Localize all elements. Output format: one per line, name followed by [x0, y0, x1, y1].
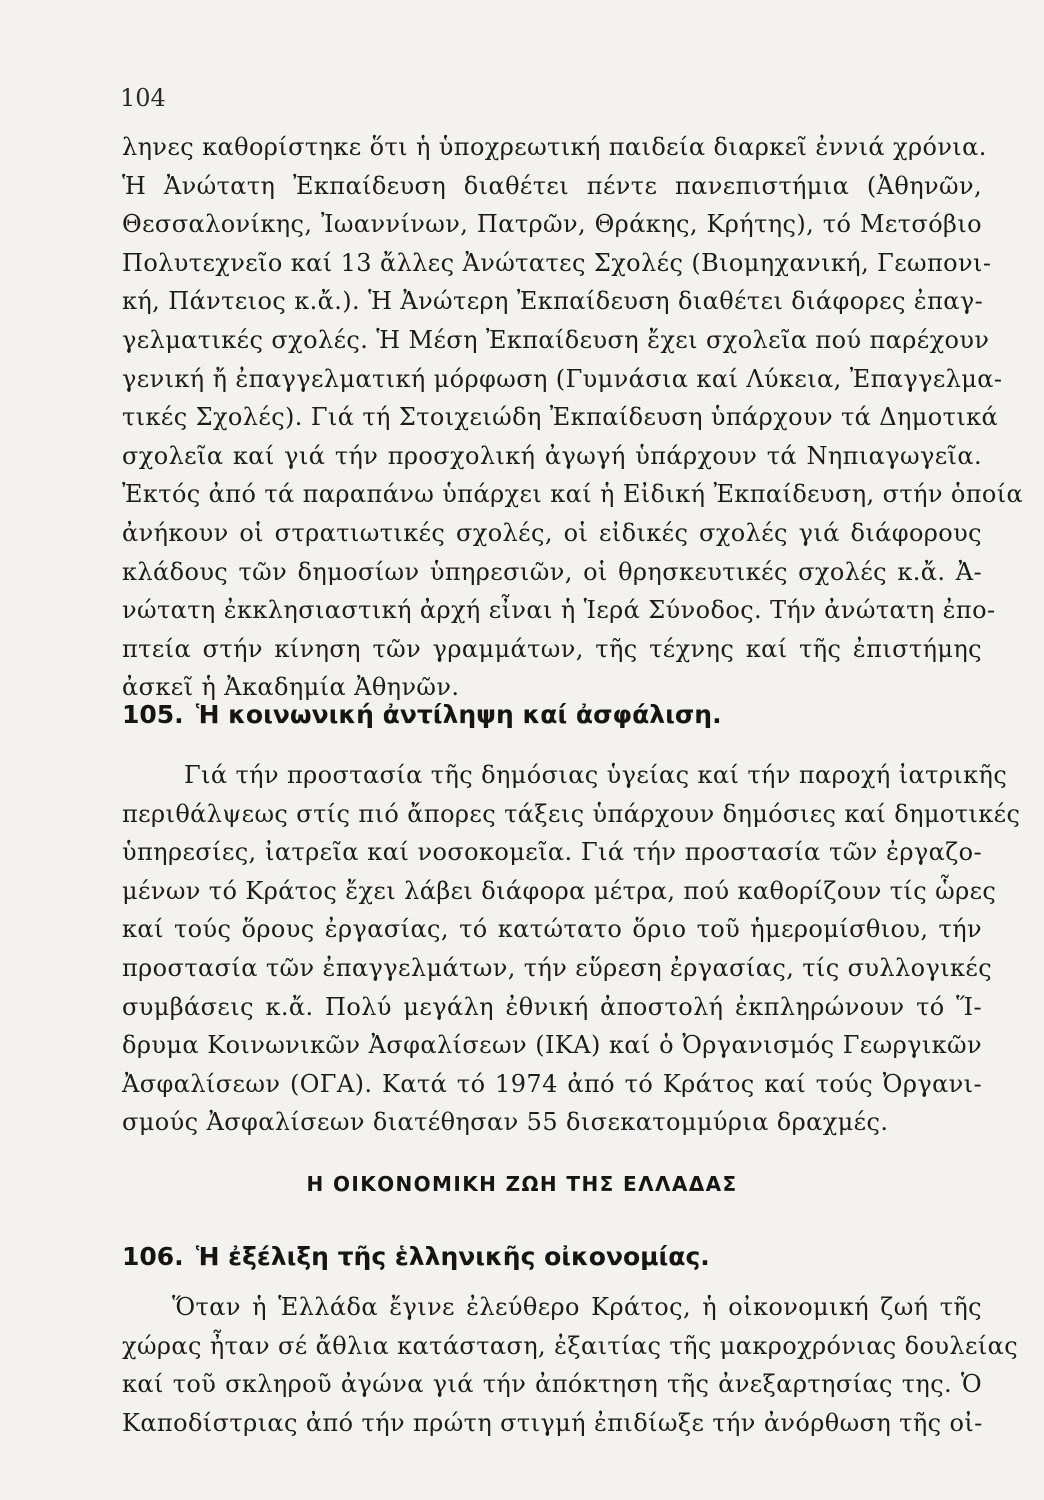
text-line: συμβάσεις κ.ἄ. Πολύ μεγάλη ἐθνική ἀποστολή ἐκπληρώνουν τό Ἵ- — [122, 992, 982, 1021]
text-line: σχολεῖα καί γιά τήν προσχολική ἀγωγή ὑπάρχουν τά Νηπιαγωγεῖα. — [122, 441, 982, 470]
section-heading-text: Ἡ κοινωνική ἀντίληψη καί ἀσφάλιση. — [195, 700, 722, 729]
text-line: τικές Σχολές). Γιά τή Στοιχειώδη Ἐκπαίδευση ὑπάρχουν τά Δημοτικά — [122, 403, 999, 432]
text-line: νώτατη ἐκκλησιαστική ἀρχή εἶναι ἡ Ἱερά Σύνοδος. Τήν ἀνώτατη ἐπο- — [122, 596, 996, 625]
text-line: σμούς Ἀσφαλίσεων διατέθησαν 55 δισεκατομμύρια δραχμές. — [122, 1108, 889, 1137]
text-line: ὑπηρεσίες, ἰατρεῖα καί νοσοκομεῖα. Γιά τήν προστασία τῶν ἐργαζο- — [122, 838, 982, 867]
text-line: κλάδους τῶν δημοσίων ὑπηρεσιῶν, οἱ θρησκευτικές σχολές κ.ἄ. Ἀ- — [122, 557, 982, 586]
text-line: Πολυτεχνεῖο καί 13 ἄλλες Ἀνώτατες Σχολές (Βιομηχανική, Γεωπονι- — [122, 248, 992, 277]
text-line: Ἐκτός ἀπό τά παραπάνω ὑπάρχει καί ἡ Εἰδική Ἐκπαίδευση, στήν ὁποία — [122, 480, 1024, 509]
text-line: Θεσσαλονίκης, Ἰωαννίνων, Πατρῶν, Θράκης, Κρήτης), τό Μετσόβιο — [122, 210, 982, 239]
text-line: περιθάλψεως στίς πιό ἄπορες τάξεις ὑπάρχουν δημόσιες καί δημοτικές — [122, 799, 1021, 828]
text-line: ἀνήκουν οἱ στρατιωτικές σχολές, οἱ εἰδικές σχολές γιά διάφορους — [122, 518, 982, 547]
section-number: 106. — [122, 1242, 184, 1271]
text-line: κή, Πάντειος κ.ἄ.). Ἡ Ἀνώτερη Ἐκπαίδευση διαθέτει διάφορες ἐπαγ- — [122, 287, 984, 316]
text-line: Καποδίστριας ἀπό τήν πρώτη στιγμή ἐπιδίωξε τήν ἀνόρθωση τῆς οἰ- — [122, 1408, 983, 1437]
chapter-title: Η ΟΙΚΟΝΟΜΙΚΗ ΖΩΗ ΤΗΣ ΕΛΛΑΔΑΣ — [306, 1172, 738, 1196]
section-number: 105. — [122, 700, 184, 729]
page-number: 104 — [120, 84, 166, 112]
text-line: Ἡ Ἀνώτατη Ἐκπαίδευση διαθέτει πέντε πανεπιστήμια (Ἀθηνῶν, — [122, 171, 982, 200]
section-105-heading — [122, 700, 722, 729]
text-line: Ἀσφαλίσεων (ΟΓΑ). Κατά τό 1974 ἀπό τό Κράτος καί τούς Ὀργανι- — [122, 1069, 982, 1098]
section-105-paragraph — [122, 756, 1021, 1142]
text-line: μένων τό Κράτος ἔχει λάβει διάφορα μέτρα, πού καθορίζουν τίς ὧρες — [122, 876, 997, 905]
section-heading-text: Ἡ ἐξέλιξη τῆς ἑλληνικῆς οἰκονομίας. — [195, 1242, 710, 1271]
text-line: γενική ἤ ἐπαγγελματική μόρφωση (Γυμνάσια καί Λύκεια, Ἐπαγγελμα- — [122, 364, 1003, 393]
text-line: χώρας ἦταν σέ ἄθλια κατάσταση, ἐξαιτίας τῆς μακροχρόνιας δουλείας — [122, 1331, 1019, 1360]
text-line: ἀσκεῖ ἡ Ἀκαδημία Ἀθηνῶν. — [122, 673, 460, 702]
text-line: Ὅταν ἡ Ἑλλάδα ἔγινε ἐλεύθερο Κράτος, ἡ οἰκονομική ζωή τῆς — [172, 1293, 982, 1321]
education-paragraph — [122, 128, 1024, 707]
text-line: πτεία στήν κίνηση τῶν γραμμάτων, τῆς τέχνης καί τῆς ἐπιστήμης — [122, 634, 982, 663]
text-line: Γιά τήν προστασία τῆς δημόσιας ὑγείας καί τήν παροχή ἰατρικῆς — [184, 761, 1008, 789]
text-line: δρυμα Κοινωνικῶν Ἀσφαλίσεων (ΙΚΑ) καί ὁ Ὀργανισμός Γεωργικῶν — [122, 1031, 982, 1060]
section-106-paragraph — [122, 1288, 1019, 1442]
text-line: καί τούς ὅρους ἐργασίας, τό κατώτατο ὅριο τοῦ ἡμερομίσθιου, τήν — [122, 915, 982, 944]
text-line: καί τοῦ σκληροῦ ἀγώνα γιά τήν ἀπόκτηση τῆς ἀνεξαρτησίας της. Ὁ — [122, 1370, 982, 1399]
text-line: προστασία τῶν ἐπαγγελμάτων, τήν εὕρεση ἐργασίας, τίς συλλογικές — [122, 953, 993, 982]
text-line: γελματικές σχολές. Ἡ Μέση Ἐκπαίδευση ἔχει σχολεῖα πού παρέχουν — [122, 325, 990, 354]
section-106-heading — [122, 1242, 710, 1271]
text-line: ληνες καθορίστηκε ὅτι ἡ ὑποχρεωτική παιδεία διαρκεῖ ἐννιά χρόνια. — [122, 133, 987, 161]
